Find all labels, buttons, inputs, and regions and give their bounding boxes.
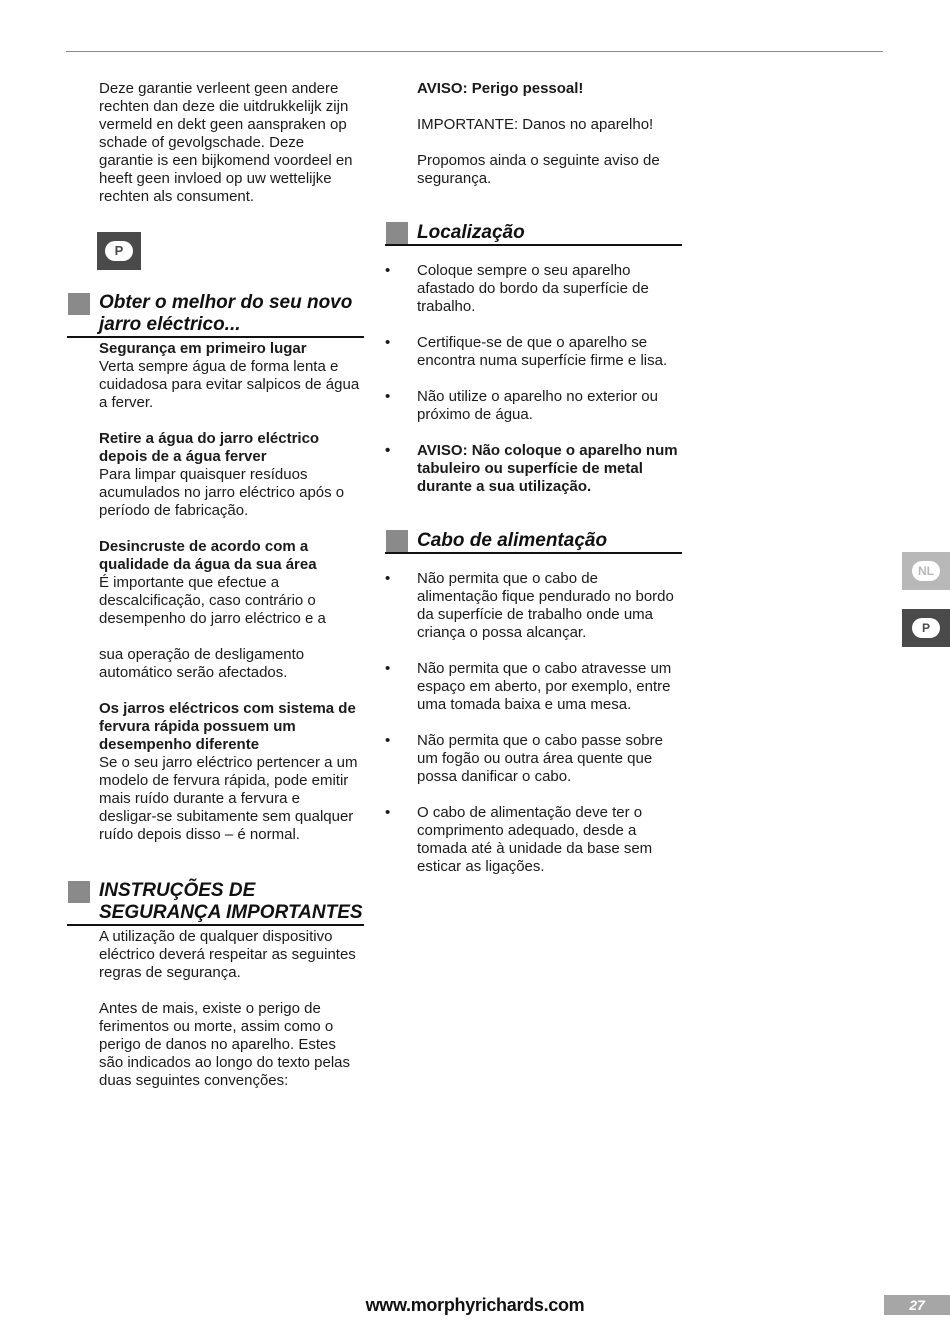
list-item: [385, 732, 679, 786]
block-text: Verta sempre água de forma lenta e cuidadosa para evitar salpicos de água a ferver.: [99, 358, 360, 411]
warning-personal-danger: AVISO: Perigo pessoal!: [417, 80, 584, 97]
bullet-icon: •: [385, 334, 391, 351]
important-appliance-damage: IMPORTANTE: Danos no aparelho!: [417, 116, 654, 133]
language-badge-label: P: [105, 241, 133, 261]
block-heading: Retire a água do jarro eléctrico depois de a água ferver: [99, 430, 320, 465]
block-text: sua operação de desligamento automático serão afectados.: [99, 646, 305, 681]
block-heading: Desincruste de acordo com a qualidade da água da sua área: [99, 538, 317, 573]
block-text: É importante que efectue a descalcificação, caso contrário o desempenho do jarro eléctrico e a: [99, 574, 326, 627]
dutch-warranty-paragraph: Deze garantie verleent geen andere rechten dan deze die uitdrukkelijk zijn vermeld en dekt geen aanspraken op schade of gevolgschade. Deze garantie is een bijkomend voordeel en heeft geen invloed op uw wettelijke rechten als consument.: [99, 80, 353, 205]
right-column: [385, 80, 679, 894]
block-descale: [99, 538, 361, 628]
heading-square-icon: [68, 293, 90, 315]
section-heading-safety-instructions: [67, 880, 364, 926]
list-item-text: Não permita que o cabo de alimentação fique pendurado no bordo da superfície de trabalho onde uma criança o possa alcançar.: [417, 570, 674, 641]
list-item: [385, 804, 679, 876]
block-rapid-boil: [99, 700, 361, 844]
list-item: [385, 262, 679, 316]
block-text: Se o seu jarro eléctrico pertencer a um modelo de fervura rápida, pode emitir mais ruído durante a fervura e desligar-se subitamente sem qualquer ruído depois disso – é normal.: [99, 754, 358, 843]
block-safety-first: [99, 340, 361, 412]
block-text: Para limpar quaisquer resíduos acumulados no jarro eléctrico após o período de fabricação.: [99, 466, 345, 519]
list-item: [385, 334, 679, 370]
section-title-location: Localização: [417, 222, 525, 243]
side-tab-p-label: P: [912, 618, 940, 638]
list-item: [385, 660, 679, 714]
block-empty-kettle: [99, 430, 361, 520]
bullet-icon: •: [385, 442, 391, 459]
safety-conventions-paragraph: Antes de mais, existe o perigo de ferimentos ou morte, assim como o perigo de danos no aparelho. Estes são indicados ao longo do texto pelas duas seguintes convenções:: [99, 1000, 351, 1089]
list-item-text: Certifique-se de que o aparelho se encontra numa superfície firme e lisa.: [417, 334, 668, 369]
power-cable-list: [385, 570, 679, 876]
block-descale-continued: [99, 646, 361, 682]
side-tab-p[interactable]: [902, 609, 950, 647]
top-rule: [66, 51, 883, 52]
bullet-icon: •: [385, 388, 391, 405]
bullet-icon: •: [385, 804, 391, 821]
section-heading-location: [385, 222, 682, 246]
heading-square-icon: [386, 222, 408, 244]
heading-square-icon: [386, 530, 408, 552]
section-heading-best-use: [67, 292, 364, 338]
bullet-icon: •: [385, 732, 391, 749]
list-item-text: Não permita que o cabo atravesse um espaço em aberto, por exemplo, entre uma tomada baixa e uma mesa.: [417, 660, 672, 713]
list-item: [385, 570, 679, 642]
page-number: 27: [884, 1295, 950, 1315]
safety-advice-paragraph: Propomos ainda o seguinte aviso de segurança.: [417, 152, 660, 187]
portuguese-language-badge: [97, 232, 141, 270]
block-heading: Segurança em primeiro lugar: [99, 340, 307, 357]
list-item: [385, 442, 679, 496]
list-item-text: Coloque sempre o seu aparelho afastado do bordo da superfície de trabalho.: [417, 262, 649, 315]
list-item-text: O cabo de alimentação deve ter o comprimento adequado, desde a tomada até à unidade da base sem esticar as ligações.: [417, 804, 653, 875]
section-heading-power-cable: [385, 530, 682, 554]
location-list: [385, 262, 679, 496]
left-column: [99, 80, 361, 1108]
side-tab-nl[interactable]: [902, 552, 950, 590]
section-title-power-cable: Cabo de alimentação: [417, 530, 608, 551]
bullet-icon: •: [385, 660, 391, 677]
side-tab-nl-label: NL: [912, 561, 940, 581]
block-heading: Os jarros eléctricos com sistema de fervura rápida possuem um desempenho diferente: [99, 700, 356, 753]
safety-intro-paragraph: A utilização de qualquer dispositivo eléctrico deverá respeitar as seguintes regras de segurança.: [99, 928, 356, 981]
bullet-icon: •: [385, 262, 391, 279]
list-item-text: AVISO: Não coloque o aparelho num tabuleiro ou superfície de metal durante a sua utilização.: [417, 442, 678, 495]
section-title-safety-instructions: INSTRUÇÕES DE SEGURANÇA IMPORTANTES: [99, 880, 363, 923]
section-title-best-use: Obter o melhor do seu novo jarro eléctrico...: [99, 292, 353, 335]
list-item-text: Não utilize o aparelho no exterior ou próximo de água.: [417, 388, 658, 423]
bullet-icon: •: [385, 570, 391, 587]
list-item-text: Não permita que o cabo passe sobre um fogão ou outra área quente que possa danificar o cabo.: [417, 732, 663, 785]
heading-square-icon: [68, 881, 90, 903]
footer-website-link[interactable]: www.morphyrichards.com: [365, 1295, 585, 1315]
list-item: [385, 388, 679, 424]
